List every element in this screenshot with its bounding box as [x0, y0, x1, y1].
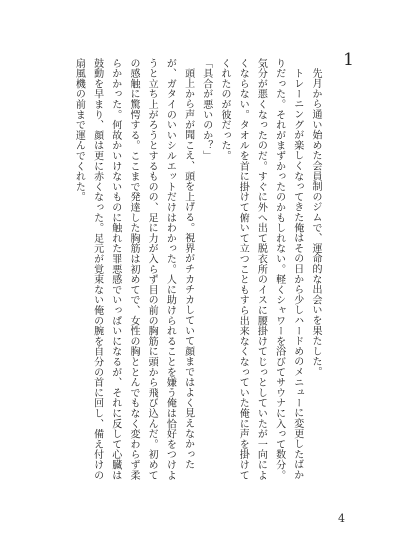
chapter-number: 1	[343, 50, 354, 70]
page-number: 4	[338, 512, 345, 525]
body-text	[28, 58, 324, 482]
dialogue-line: 「具合が悪いのか？」	[200, 58, 212, 161]
paragraph: トレーニングが楽しくなってきた俺はその日から少しハードめのメニューに変更したばかりだった。それがまずかったのかもしれない。軽くシャワーを浴びてサウナに入って数分。気分が悪くなったのだ。すぐに外へ出て脱衣所のイスに腰掛けてじっとしていたが一向によくならない。タオルを首に掛けて俯いて立つこともすら出来なくなっていた俺に声を掛けてくれたのが彼だった。	[218, 58, 303, 481]
paragraph: 頭上から声が聞こえ、頭を上げる。視界がチカチカしていて顔まではよく見えなかったが、ガタイのいいシルエットだけはわかった。人に助けられることを嫌う俺は恰好をつけようと立ち上がろうとするものの、足に力が入らず目の前の胸筋に頭から飛び込んだ。初めての感触に驚愕する。ここまで発達した胸筋は初めてで、女性の胸ととんでもなく変わらず柔らかかった。何故かいけないものに触れた罪悪感でいっぱいになるが、それに反して心臓は鼓動を早まり、顔は更に赤くなった。足元が覚束ない俺の腕を自分の首に回し、備え付けの扇風機の前まで運んでくれた。	[73, 58, 194, 481]
paragraph: 先月から通い始めた会員制のジムで、運命的な出会いを果たした。	[310, 68, 321, 377]
